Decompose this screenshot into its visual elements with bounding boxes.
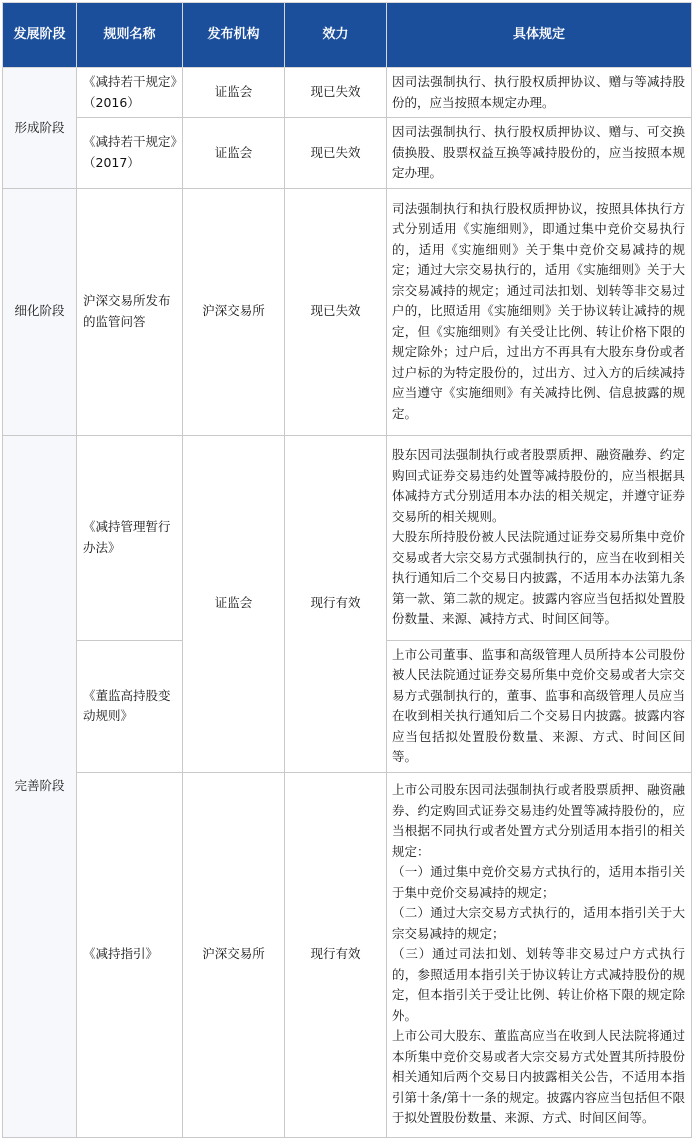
- detail-paragraph: （三）通过司法扣划、划转等非交易过户方式执行的，参照适用本指引关于协议转让方式减持股份的规定，但本指引关于受让比例、转让价格下限的规定除外。: [392, 946, 685, 1023]
- detail-cell: [387, 435, 692, 640]
- status-cell: 现行有效: [285, 772, 387, 1137]
- detail-paragraph: （一）通过集中竞价交易方式执行的，适用本指引关于集中竞价交易减持的规定；: [392, 864, 685, 900]
- detail-cell: [387, 640, 692, 772]
- detail-paragraph: 因司法强制执行、执行股权质押协议、赠与、可交换债换股、股票权益互换等减持股份的，应当按照本规定办理。: [392, 124, 685, 180]
- status-cell: 现行有效: [285, 435, 387, 772]
- table-row: [3, 118, 692, 189]
- rule-name-cell: 《董监高持股变动规则》: [77, 640, 183, 772]
- publisher-cell: 证监会: [183, 68, 285, 118]
- detail-paragraph: 上市公司董事、监事和高级管理人员所持本公司股份被人民法院通过证券交易所集中竞价交易或者大宗交易方式强制执行的，董事、监事和高级管理人员应当在收到相关执行通知后二个交易日内披露。披露内容应当包括拟处置股份数量、来源、方式、时间区间等。: [392, 646, 685, 764]
- rule-name-cell: 《减持若干规定》（2017）: [77, 118, 183, 189]
- detail-paragraph: 上市公司大股东、董监高应当在收到人民法院将通过本所集中竞价交易或者大宗交易方式处置其所持股份相关通知后两个交易日内披露相关公告，不适用本指引第十条/第十一条的规定。披露内容应当包括但不限于拟处置股份数量、来源、方式、时间区间等。: [392, 1028, 685, 1126]
- detail-cell: [387, 68, 692, 118]
- publisher-cell: 证监会: [183, 118, 285, 189]
- detail-cell: [387, 188, 692, 435]
- table-row: [3, 435, 692, 640]
- stage-refinement: 细化阶段: [3, 188, 77, 435]
- header-publisher: 发布机构: [183, 3, 285, 68]
- table-header-row: [3, 3, 692, 68]
- stage-improvement: 完善阶段: [3, 435, 77, 1137]
- detail-cell: [387, 118, 692, 189]
- publisher-cell: 沪深交易所: [183, 188, 285, 435]
- rule-name-cell: 沪深交易所发布的监管问答: [77, 188, 183, 435]
- detail-paragraph: 因司法强制执行、执行股权质押协议、赠与等减持股份的，应当按照本规定办理。: [392, 74, 685, 110]
- detail-cell: [387, 772, 692, 1137]
- publisher-cell: 沪深交易所: [183, 772, 285, 1137]
- header-rule-name: 规则名称: [77, 3, 183, 68]
- detail-paragraph: 股东因司法强制执行或者股票质押、融资融券、约定购回式证券交易违约处置等减持股份的，应当根据具体减持方式分别适用本办法的相关规定，并遵守证券交易所的相关规则。: [392, 447, 685, 524]
- publisher-cell: 证监会: [183, 435, 285, 772]
- detail-paragraph: 大股东所持股份被人民法院通过证券交易所集中竞价交易或者大宗交易方式强制执行的，应当在收到相关执行通知后二个交易日内披露，不适用本办法第九条第一款、第二款的规定。披露内容应当包括拟处置股份数量、来源、减持方式、时间区间等。: [392, 529, 685, 627]
- status-cell: 现已失效: [285, 118, 387, 189]
- detail-paragraph: 司法强制执行和执行股权质押协议，按照具体执行方式分别适用《实施细则》，即通过集中竞价交易执行的，适用《实施细则》关于集中竞价交易减持的规定；通过大宗交易执行的，适用《实施细则》关于大宗交易减持的规定；通过司法扣划、划转等非交易过户的，比照适用《实施细则》关于协议转让减持的规定，但《实施细则》有关受让比例、转让价格下限的规定除外；过户后，过出方不再具有大股东身份或者过户标的为特定股份的，过出方、过入方的后续减持应当遵守《实施细则》有关减持比例、信息披露的规定。: [392, 200, 685, 421]
- table-row: [3, 188, 692, 435]
- header-status: 效力: [285, 3, 387, 68]
- status-cell: 现已失效: [285, 68, 387, 118]
- detail-paragraph: （二）通过大宗交易方式执行的，适用本指引关于大宗交易减持的规定；: [392, 905, 685, 941]
- rules-table: [2, 2, 692, 1138]
- header-stage: 发展阶段: [3, 3, 77, 68]
- detail-paragraph: 上市公司股东因司法强制执行或者股票质押、融资融券、约定购回式证券交易违约处置等减持股份的，应当根据不同执行或者处置方式分别适用本指引的相关规定：: [392, 782, 685, 859]
- rule-name-cell: 《减持管理暂行办法》: [77, 435, 183, 640]
- table-row: [3, 68, 692, 118]
- table-row: [3, 772, 692, 1137]
- status-cell: 现已失效: [285, 188, 387, 435]
- stage-formation: 形成阶段: [3, 68, 77, 189]
- rule-name-cell: 《减持指引》: [77, 772, 183, 1137]
- rule-name-cell: 《减持若干规定》（2016）: [77, 68, 183, 118]
- header-detail: 具体规定: [387, 3, 692, 68]
